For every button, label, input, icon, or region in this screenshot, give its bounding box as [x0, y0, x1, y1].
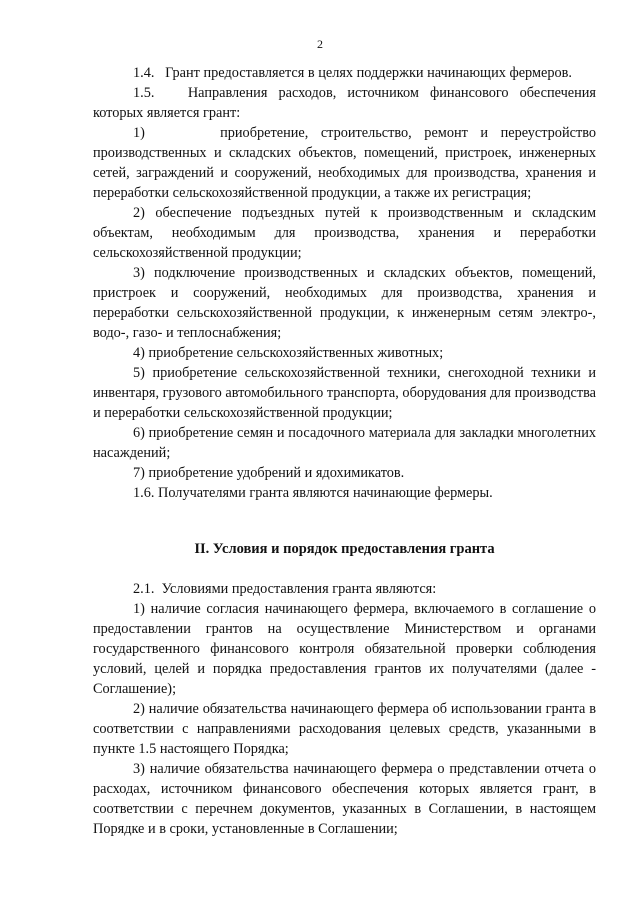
- list-item-5: 5) приобретение сельскохозяйственной техники, снегоходной техники и инвентаря, грузового автомобильного транспорта, оборудования для производства и переработки сельскохозяйственной продукции;: [93, 365, 596, 421]
- section-1-block: [93, 63, 596, 503]
- paragraph-1-4: 1.4. Грант предоставляется в целях поддержки начинающих фермеров.: [133, 65, 573, 81]
- paragraph-1-5: 1.5. Направления расходов, источником финансового обеспечения которых является грант:: [93, 85, 596, 121]
- paragraph-1-6: 1.6. Получателями гранта являются начинающие фермеры.: [133, 485, 493, 501]
- list-item-2: 2) обеспечение подъездных путей к производственным и складским объектам, необходимым для производства, хранения и переработки сельскохозяйственной продукции;: [93, 205, 596, 261]
- condition-item-3: 3) наличие обязательства начинающего фермера о представлении отчета о расходах, источником финансового обеспечения которых является грант, в соответствии с перечнем документов, указанных в Соглашении, в настоящем Порядке и в сроки, установленные в Соглашении;: [93, 761, 596, 837]
- list-item-4: 4) приобретение сельскохозяйственных животных;: [133, 345, 444, 361]
- section-2-block: [93, 579, 596, 839]
- list-item-6: 6) приобретение семян и посадочного материала для закладки многолетних насаждений;: [93, 425, 596, 461]
- condition-item-1: 1) наличие согласия начинающего фермера, включаемого в соглашение о предоставлении грантов на осуществление Министерством и органами государственного финансового контроля обязательной проверки соблюдения условий, целей и порядка предоставления грантов их получателями (далее - Соглашение);: [93, 601, 596, 697]
- paragraph-2-1: 2.1. Условиями предоставления гранта являются:: [133, 581, 437, 597]
- list-item-1: 1) приобретение, строительство, ремонт и переустройство производственных и складских объектов, помещений, пристроек, инженерных сетей, заграждений и сооружений, необходимых для производства, хранения и переработки сельскохозяйственной продукции, а также их регистрация;: [93, 125, 596, 201]
- list-item-7: 7) приобретение удобрений и ядохимикатов.: [133, 465, 405, 481]
- condition-item-2: 2) наличие обязательства начинающего фермера об использовании гранта в соответствии с направлениями расходования целевых средств, указанными в пункте 1.5 настоящего Порядка;: [93, 701, 596, 757]
- list-item-3: 3) подключение производственных и складских объектов, помещений, пристроек и сооружений, необходимых для производства, хранения и переработки сельскохозяйственной продукции, к инженерным сетям электро-, водо-, газо- и теплоснабжения;: [93, 265, 596, 341]
- page-number: 2: [317, 37, 323, 51]
- document-body: [93, 63, 596, 839]
- section-2-heading: II. Условия и порядок предоставления гранта: [194, 541, 495, 557]
